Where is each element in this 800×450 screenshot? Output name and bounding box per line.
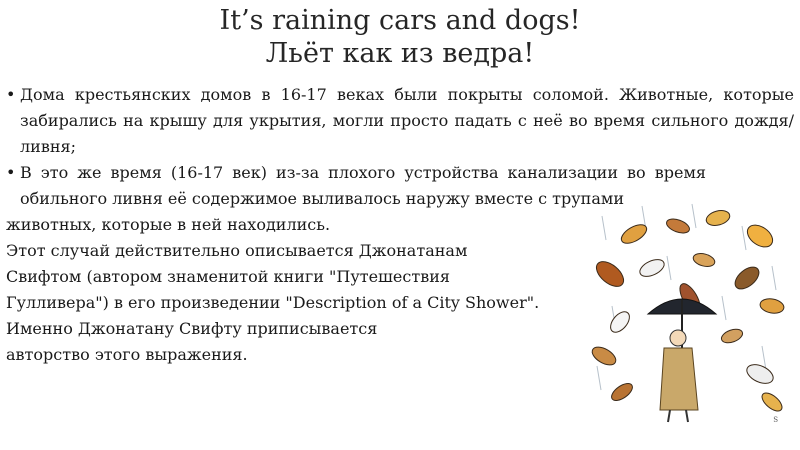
- bullet-dot: •: [6, 163, 16, 182]
- paragraph-line: Гулливера") в его произведении "Description of a City Shower".: [6, 293, 540, 312]
- man-with-umbrella: [648, 299, 716, 422]
- illustration-signature: S: [773, 416, 778, 424]
- paragraph-line: Именно Джонатану Свифту приписывается: [6, 319, 378, 338]
- bullet-dot: •: [6, 85, 16, 104]
- paragraph-line: животных, которые в ней находились.: [6, 215, 331, 234]
- bullet-item-1: [6, 82, 794, 160]
- bullet-text-1: Дома крестьянских домов в 16-17 веках были покрыты соломой. Животные, которые забирались на крышу для укрытия, могли просто падать с неё во время сильного дождя/ливня;: [20, 85, 794, 156]
- raining-cats-and-dogs-illustration: [582, 196, 790, 426]
- title-russian: Льёт как из ведра!: [265, 38, 535, 69]
- paragraph-line: авторство этого выражения.: [6, 345, 248, 364]
- paragraph-line: Свифтом (автором знаменитой книги "Путешествия: [6, 267, 450, 286]
- paragraph-line: Этот случай действительно описывается Джонатанам: [6, 241, 468, 260]
- slide-title: [0, 4, 800, 70]
- title-english: It’s raining cars and dogs!: [219, 5, 581, 36]
- bullet-text-2: В это же время (16-17 век) из-за плохого устройства канализации во время обильного ливня её содержимое выливалось наружу вместе с трупами: [20, 163, 706, 208]
